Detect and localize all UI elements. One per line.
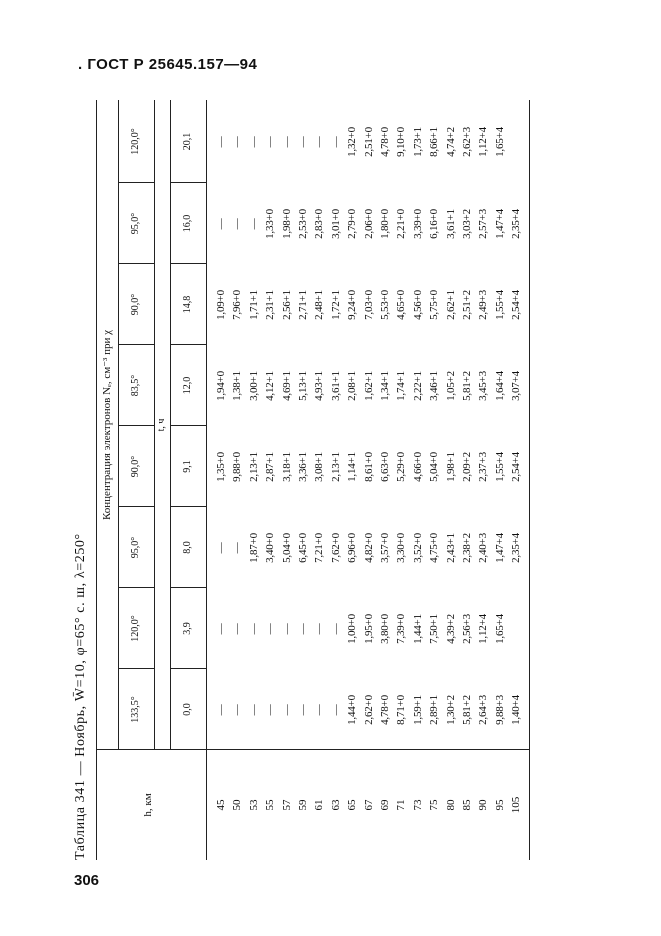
table-cell: —: [231, 623, 244, 635]
chi-header-1: 133,5°: [130, 696, 141, 723]
table-row: [411, 100, 427, 860]
table-cell: 2,83+0: [313, 209, 326, 239]
table-cell: 4,66+0: [411, 452, 424, 482]
row-height-value: 55: [264, 799, 277, 811]
table-cell: 1,72+1: [329, 290, 342, 320]
table-cell: —: [215, 704, 227, 716]
table-cell: 2,31+1: [264, 290, 277, 320]
time-header-3: 8,0: [182, 541, 193, 554]
table-cell: 1,34+1: [379, 371, 391, 401]
table-cell: 1,44+0: [346, 695, 359, 725]
table-row: [230, 100, 246, 860]
table-row: [329, 100, 345, 860]
table-cell: 1,55+4: [493, 290, 506, 320]
table-cell: 7,39+0: [395, 614, 408, 644]
table-cell: —: [329, 623, 342, 635]
table-cell: 2,13+1: [329, 452, 342, 482]
table-cell: 1,65+4: [493, 127, 506, 157]
chi-header-6: 90,0°: [130, 293, 141, 316]
table-cell: 1,33+0: [264, 209, 277, 239]
table-cell: 8,66+1: [428, 127, 441, 157]
table-cell: 2,79+0: [346, 209, 359, 239]
table-cell: —: [247, 623, 260, 635]
table-cell: —: [231, 218, 244, 230]
table-cell: —: [215, 623, 227, 635]
table-cell: 6,96+0: [346, 533, 359, 563]
table-row: [460, 100, 476, 860]
row-height-value: 57: [280, 799, 293, 811]
table-cell: 2,57+3: [477, 209, 490, 239]
group-header: Концентрация электронов Nₑ, см⁻³ при χ: [101, 330, 113, 520]
table-cell: 2,51+2: [461, 290, 473, 320]
table-cell: 1,94+0: [215, 371, 227, 401]
table-cell: 9,88+0: [231, 452, 244, 482]
table-cell: 2,56+1: [280, 290, 293, 320]
table-cell: —: [297, 623, 309, 635]
table-cell: 2,62+0: [362, 695, 375, 725]
table-row: [509, 100, 525, 860]
time-header-2: 3,9: [182, 622, 193, 635]
chi-header-7: 95,0°: [130, 212, 141, 235]
table-cell: 3,07+4: [510, 371, 523, 401]
table-cell: 7,21+0: [313, 533, 326, 563]
table-cell: —: [264, 623, 277, 635]
table-row: [345, 100, 361, 860]
table-cell: 9,88+3: [493, 695, 506, 725]
table-cell: 2,56+3: [461, 614, 473, 644]
table-cell: 9,10+0: [395, 127, 408, 157]
chi-header-4: 90,0°: [130, 455, 141, 478]
row-height-value: 69: [379, 799, 391, 811]
table-cell: 1,35+0: [215, 452, 227, 482]
table-cell: 3,18+1: [280, 452, 293, 482]
table-cell: 4,69+1: [280, 371, 293, 401]
table-cell: —: [264, 136, 277, 148]
table-cell: 2,43+1: [444, 533, 457, 563]
table-cell: 1,73+1: [411, 127, 424, 157]
table-cell: 1,65+4: [493, 614, 506, 644]
table-cell: 5,81+2: [461, 695, 473, 725]
table-cell: —: [215, 542, 227, 554]
table-cell: —: [280, 623, 293, 635]
row-height-value: 53: [247, 799, 260, 811]
table-cell: 2,06+0: [362, 209, 375, 239]
table-cell: 2,08+1: [346, 371, 359, 401]
table-cell: 7,62+0: [329, 533, 342, 563]
table-cell: —: [215, 218, 227, 230]
rule-bottom: [529, 100, 530, 860]
table-row: [214, 100, 230, 860]
table-cell: 2,48+1: [313, 290, 326, 320]
row-height-value: 95: [493, 799, 506, 811]
table-cell: 1,12+4: [477, 614, 490, 644]
table-cell: —: [297, 136, 309, 148]
row-height-value: 67: [362, 799, 375, 811]
table-cell: 3,57+0: [379, 533, 391, 563]
table-cell: 1,55+4: [493, 452, 506, 482]
table-cell: 1,47+4: [493, 209, 506, 239]
row-height-value: 71: [395, 799, 408, 811]
table-cell: 2,40+3: [477, 533, 490, 563]
time-header-1: 0,0: [182, 703, 193, 716]
table-cell: 1,09+0: [215, 290, 227, 320]
table-cell: —: [215, 136, 227, 148]
time-header-8: 20,1: [182, 132, 193, 151]
table-cell: 4,78+0: [379, 695, 391, 725]
table-cell: 3,45+3: [477, 371, 490, 401]
row-header-h: h, км: [142, 793, 154, 817]
table-row: [476, 100, 492, 860]
time-header-7: 16,0: [182, 214, 193, 233]
table-cell: 1,80+0: [379, 209, 391, 239]
table-cell: 2,54+4: [510, 452, 523, 482]
table-cell: 2,35+4: [510, 209, 523, 239]
table-cell: —: [313, 704, 326, 716]
table-row: [493, 100, 509, 860]
table-cell: 8,61+0: [362, 452, 375, 482]
table-cell: 3,46+1: [428, 371, 441, 401]
table-cell: 5,75+0: [428, 290, 441, 320]
table-cell: 3,52+0: [411, 533, 424, 563]
table-cell: 1,71+1: [247, 290, 260, 320]
table-row: [444, 100, 460, 860]
table-cell: 4,56+0: [411, 290, 424, 320]
table-cell: —: [264, 704, 277, 716]
table-row: [378, 100, 394, 860]
table-cell: —: [297, 704, 309, 716]
table-cell: 3,61+1: [329, 371, 342, 401]
chi-header-3: 95,0°: [130, 536, 141, 559]
chi-header-5: 83,5°: [130, 374, 141, 397]
table-cell: 4,65+0: [395, 290, 408, 320]
table-cell: 2,37+3: [477, 452, 490, 482]
table-cell: 3,30+0: [395, 533, 408, 563]
table-cell: 2,87+1: [264, 452, 277, 482]
table-row: [247, 100, 263, 860]
rule-top: [96, 100, 97, 860]
row-height-value: 45: [215, 799, 227, 811]
table-cell: —: [247, 136, 260, 148]
row-height-value: 61: [313, 799, 326, 811]
table-cell: 3,03+2: [461, 209, 473, 239]
table-cell: —: [280, 136, 293, 148]
running-header: . ГОСТ Р 25645.157—94: [78, 56, 258, 73]
time-header-5: 12,0: [182, 376, 193, 395]
chi-header-2: 120,0°: [130, 615, 141, 642]
table-cell: 3,39+0: [411, 209, 424, 239]
table-cell: —: [231, 136, 244, 148]
table-cell: 4,39+2: [444, 614, 457, 644]
table-cell: 6,16+0: [428, 209, 441, 239]
table-cell: —: [231, 704, 244, 716]
table-cell: 2,54+4: [510, 290, 523, 320]
table-cell: 3,36+1: [297, 452, 309, 482]
table-row: [280, 100, 296, 860]
table-cell: 2,49+3: [477, 290, 490, 320]
table-cell: 5,81+2: [461, 371, 473, 401]
table-cell: —: [313, 136, 326, 148]
table-cell: 3,08+1: [313, 452, 326, 482]
row-height-value: 73: [411, 799, 424, 811]
table-row: [263, 100, 279, 860]
table-cell: 5,29+0: [395, 452, 408, 482]
table-row: [394, 100, 410, 860]
table-row: [362, 100, 378, 860]
table-cell: 1,98+0: [280, 209, 293, 239]
table-row: [296, 100, 312, 860]
table-cell: 1,87+0: [247, 533, 260, 563]
table-cell: 5,04+0: [428, 452, 441, 482]
rule-header-bottom: [206, 100, 207, 860]
table-cell: —: [329, 704, 342, 716]
table-cell: 2,71+1: [297, 290, 309, 320]
table-cell: 1,32+0: [346, 127, 359, 157]
table-cell: 3,00+1: [247, 371, 260, 401]
table-row: [427, 100, 443, 860]
table-cell: —: [313, 623, 326, 635]
table-cell: 7,50+1: [428, 614, 441, 644]
table-cell: 5,53+0: [379, 290, 391, 320]
table-cell: 2,62+3: [461, 127, 473, 157]
row-height-value: 59: [297, 799, 309, 811]
table-cell: 1,44+1: [411, 614, 424, 644]
table-cell: 6,63+0: [379, 452, 391, 482]
page-number: 306: [74, 872, 100, 889]
table-cell: —: [231, 542, 244, 554]
time-header-6: 14,8: [182, 295, 193, 314]
row-height-value: 105: [510, 796, 523, 814]
table-cell: 1,98+1: [444, 452, 457, 482]
table-cell: 1,74+1: [395, 371, 408, 401]
table-cell: 4,78+0: [379, 127, 391, 157]
table-cell: 4,82+0: [362, 533, 375, 563]
table-cell: 7,96+0: [231, 290, 244, 320]
table-cell: —: [247, 704, 260, 716]
table-cell: 7,03+0: [362, 290, 375, 320]
chi-header-8: 120,0°: [130, 128, 141, 155]
table-cell: 2,53+0: [297, 209, 309, 239]
table-cell: 5,04+0: [280, 533, 293, 563]
row-height-value: 65: [346, 799, 359, 811]
table-cell: 1,14+1: [346, 452, 359, 482]
table-cell: 4,12+1: [264, 371, 277, 401]
table-cell: 2,22+1: [411, 371, 424, 401]
table-cell: 2,64+3: [477, 695, 490, 725]
table-cell: —: [247, 218, 260, 230]
table-cell: 1,30+2: [444, 695, 457, 725]
table-cell: —: [280, 704, 293, 716]
data-table: [96, 100, 530, 860]
table-cell: —: [329, 136, 342, 148]
table-cell: 4,74+2: [444, 127, 457, 157]
table-cell: 1,12+4: [477, 127, 490, 157]
table-cell: 1,40+4: [510, 695, 523, 725]
row-height-value: 90: [477, 799, 490, 811]
table-cell: 2,62+1: [444, 290, 457, 320]
table-cell: 1,38+1: [231, 371, 244, 401]
table-cell: 1,95+0: [362, 614, 375, 644]
row-height-value: 80: [444, 799, 457, 811]
table-cell: 6,45+0: [297, 533, 309, 563]
table-cell: 1,59+1: [411, 695, 424, 725]
table-cell: 2,38+2: [461, 533, 473, 563]
table-cell: 3,40+0: [264, 533, 277, 563]
table-cell: 8,71+0: [395, 695, 408, 725]
table-cell: 1,62+1: [362, 371, 375, 401]
row-height-value: 75: [428, 799, 441, 811]
table-cell: 3,80+0: [379, 614, 391, 644]
table-cell: 3,61+1: [444, 209, 457, 239]
table-cell: 4,93+1: [313, 371, 326, 401]
table-cell: 1,64+4: [493, 371, 506, 401]
table-cell: 2,13+1: [247, 452, 260, 482]
time-header-4: 9,1: [182, 460, 193, 473]
row-height-value: 63: [329, 799, 342, 811]
rotated-table-block: [70, 100, 530, 860]
table-cell: 2,35+4: [510, 533, 523, 563]
table-cell: 1,47+4: [493, 533, 506, 563]
table-cell: 1,00+0: [346, 614, 359, 644]
table-caption: Таблица 341 — Ноябрь, W̄=10, φ=65° с. ш, λ=250°: [73, 533, 88, 860]
table-cell: 5,13+1: [297, 371, 309, 401]
table-cell: 2,09+2: [461, 452, 473, 482]
table-row: [312, 100, 328, 860]
table-cell: 2,89+1: [428, 695, 441, 725]
table-cell: 3,01+0: [329, 209, 342, 239]
table-cell: 2,21+0: [395, 209, 408, 239]
row-height-value: 85: [461, 799, 473, 811]
table-cell: 1,05+2: [444, 371, 457, 401]
table-cell: 2,51+0: [362, 127, 375, 157]
rule-chi: [154, 100, 155, 750]
table-cell: 4,75+0: [428, 533, 441, 563]
time-header: t, ч: [156, 418, 167, 432]
table-cell: 9,24+0: [346, 290, 359, 320]
row-height-value: 50: [231, 799, 244, 811]
